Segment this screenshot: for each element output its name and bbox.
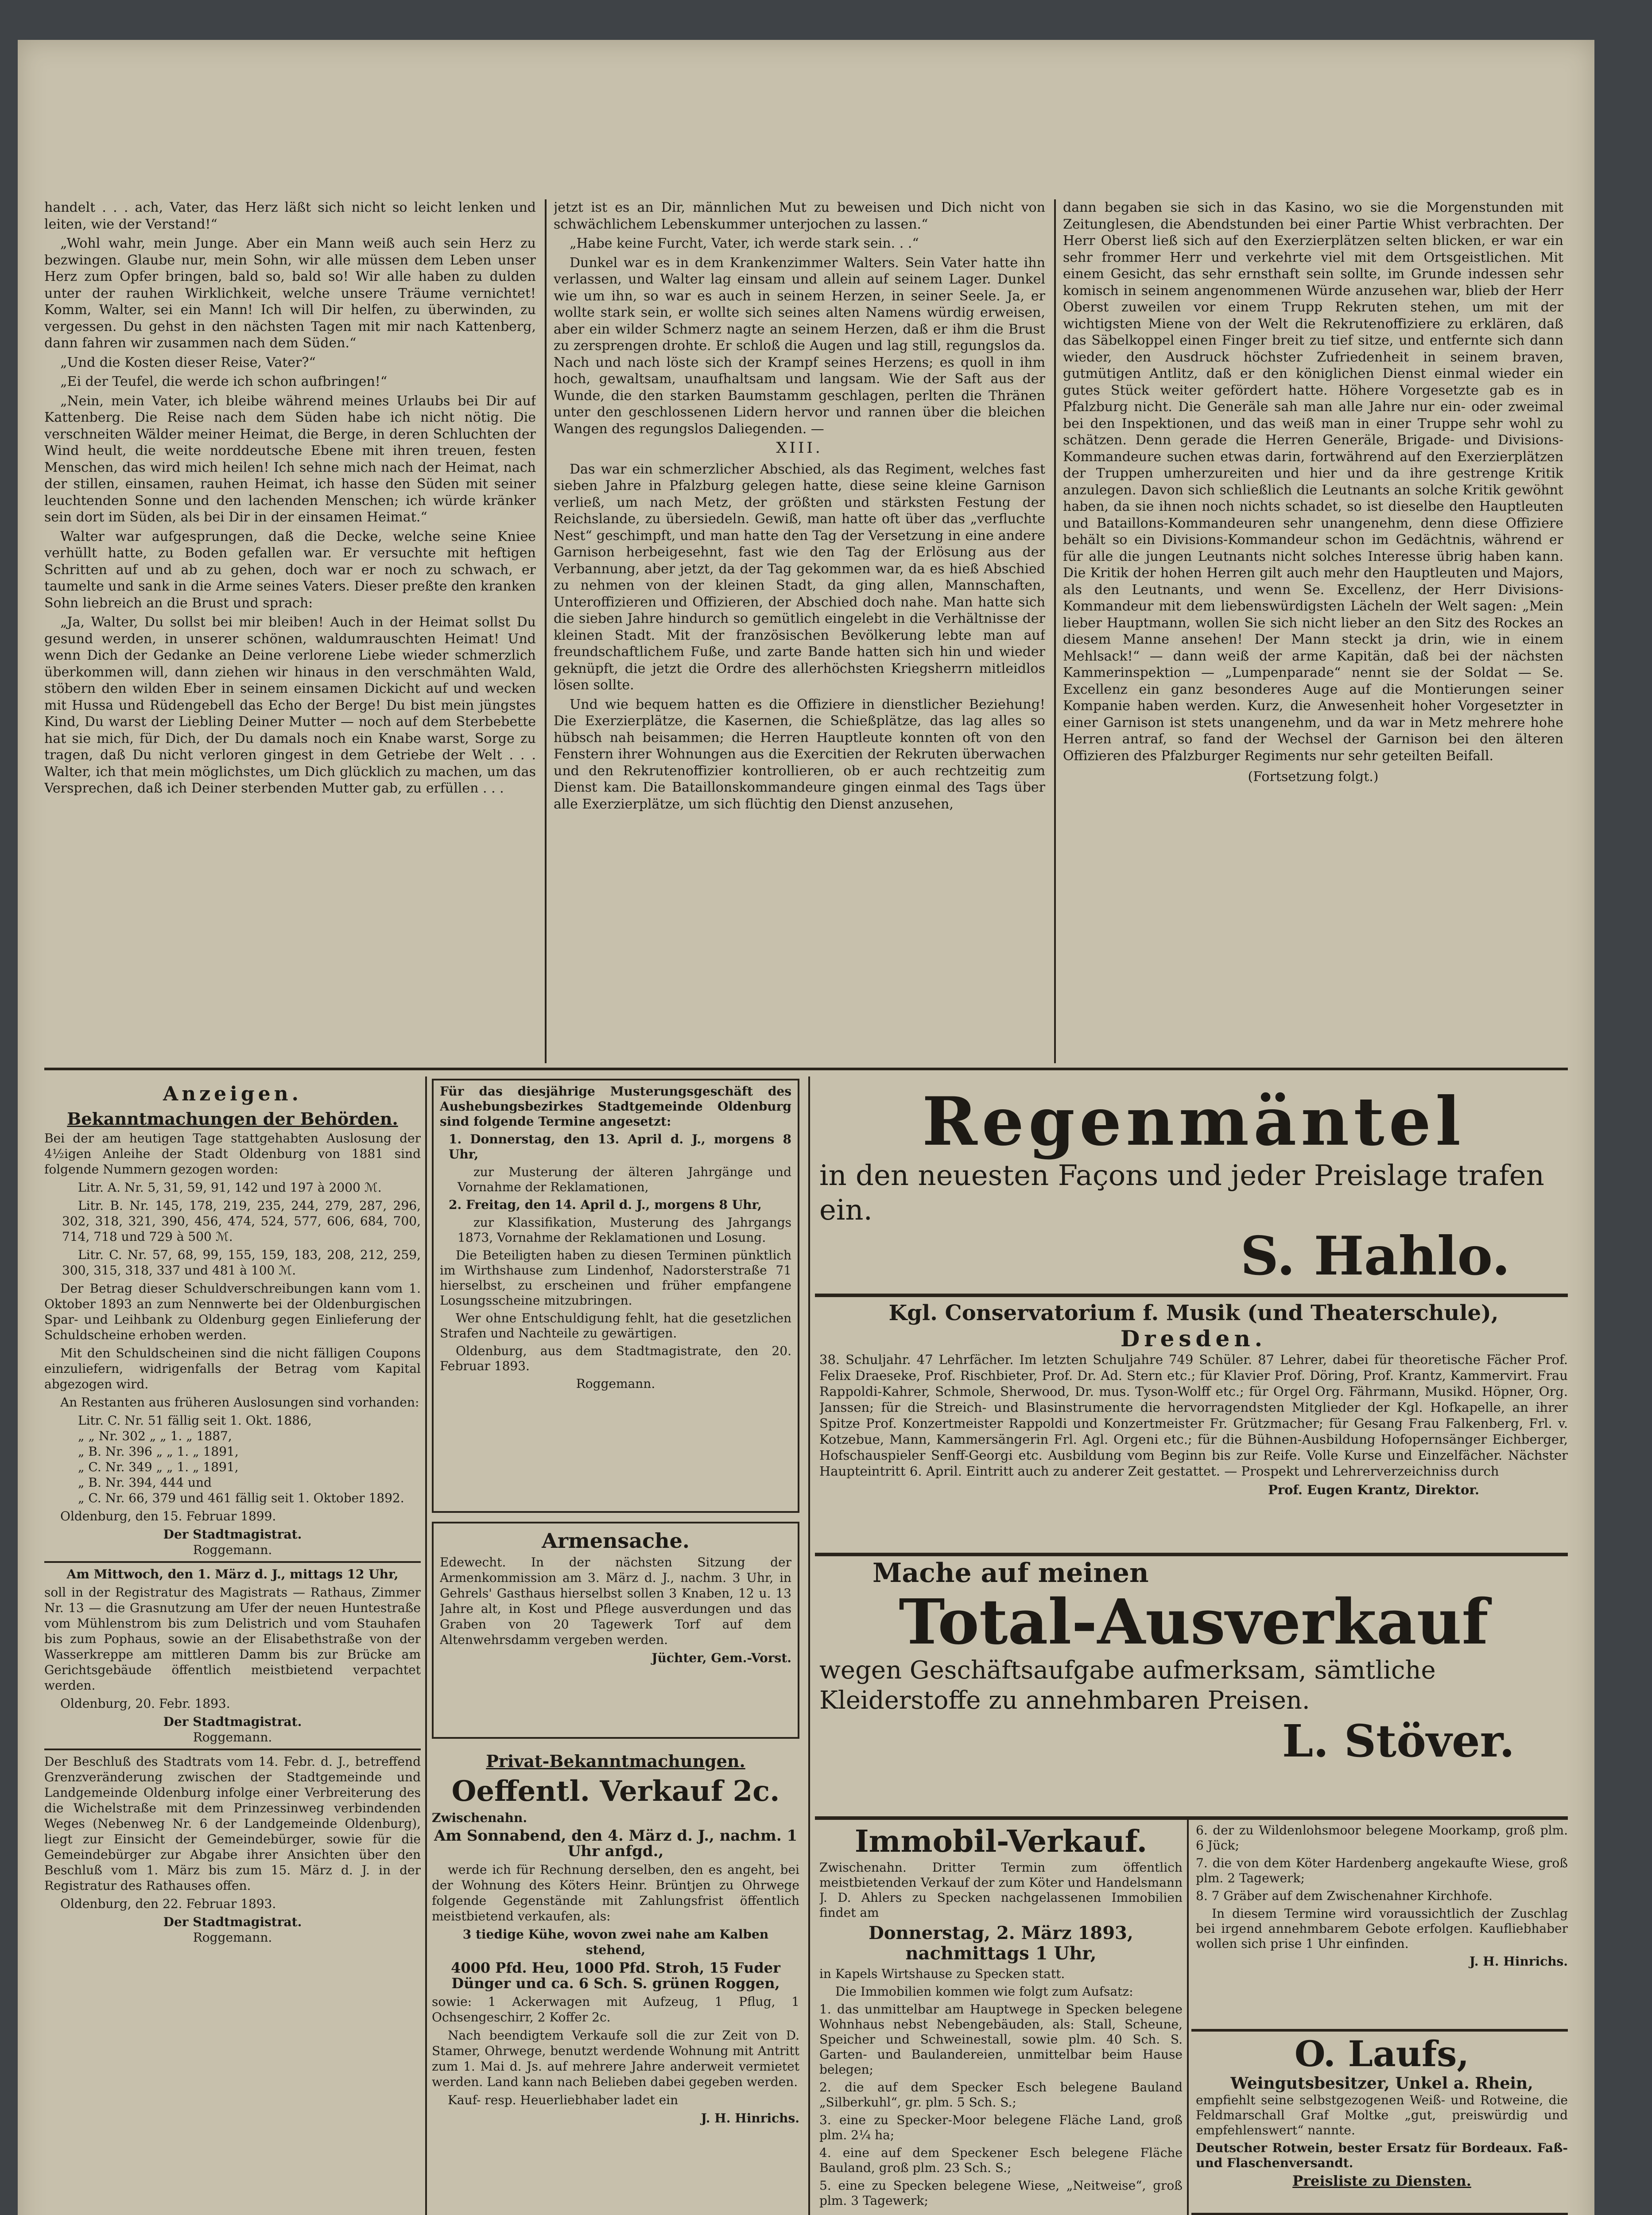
conservatorium-ad: [819, 1300, 1568, 1548]
ad-text: Kauf- resp. Heuerliebhaber ladet ein: [448, 2093, 679, 2107]
ad-title: Kgl. Conservatorium f. Musik (und Theaterschule),: [888, 1301, 1499, 1325]
ad-name: O. Laufs,: [1294, 2033, 1470, 2075]
notice-text: „ C. Nr. 66, 379 und 461 fällig seit 1. Oktober 1892.: [78, 1491, 404, 1505]
notice-text: Litr. C. Nr. 51 fällig seit 1. Okt. 1886,: [78, 1413, 312, 1428]
ad-subtitle: Weingutsbesitzer, Unkel a. Rhein,: [1230, 2074, 1533, 2093]
ad-list-item: 4. eine auf dem Speckener Esch belegene Fläche Bauland, groß plm. 23 Sch. S.;: [819, 2145, 1183, 2175]
story-paragraph: Dunkel war es in dem Krankenzimmer Walters. Sein Vater hatte ihn verlassen, und Walter lag einsam und allein auf seinem Lager. Dunkel wie um ihn, so war es auch in seinem Herzen, in seiner Seele. Ja, er wollte stark sein, er wollte sich seines alten Namens würdig erweisen, aber ein wilder Schmerz nagte an seinem Herzen, daß er ihm die Brust zu zersprengen drohte. Er schloß die Augen und lag still, regungslos da. Nach und nach löste sich der Krampf seines Herzens; es quoll in ihm hoch, gewaltsam, unaufhaltsam und langsam. Wie der Saft aus der Wunde, die den starken Baumstamm geschlagen, perlten die Thränen unter den geschlossenen Lidern hervor und rannen über die bleichen Wangen des regungslos Daliegenden. —: [554, 255, 1045, 437]
signature: Der Stadtmagistrat.: [163, 1714, 302, 1729]
ad-list-item: 3. eine zu Specker-Moor belegene Fläche Land, groß plm. 2¼ ha;: [819, 2113, 1183, 2142]
notice-text: „ B. Nr. 394, 444 und: [78, 1475, 212, 1490]
immobil-ad-continued: [1196, 1823, 1568, 2027]
ads-heading: Anzeigen.: [163, 1083, 302, 1105]
notice-text: „ „ Nr. 302 „ „ 1. „ 1887,: [78, 1429, 232, 1443]
ad-text: 38. Schuljahr. 47 Lehrfächer. Im letzten Schuljahre 749 Schüler. 87 Lehrer, dabei für theoretische Fächer Prof. Felix Draeseke, Prof. Rischbieter, Prof. Dr. Ad. Stern etc.; für Klavier Prof. Döring, Prof. Krantz, Kammervirt. Frau Rappoldi-Kahrer, Schmole, Sherwood, Dr. mus. Tyson-Wolff etc.; für Orgel Org. Fährmann, Musikd. Höpner, Org. Janssen; für die Streich- und Blasinstrumente die hervorragendsten Mitglieder der Kgl. Hofkapelle, an ihrer Spitze Prof. Konzertmeister Rappoldi und Konzertmeister Fr. Grützmacher; für Gesang Frau Falkenberg, Frl. v. Kotzebue, Mann, Kammersängerin Frl. Agl. Orgeni etc.; für die Bühnen-Ausbildung Hofopernsänger Eichberger, Hofschauspieler Senff-Georgi etc. Ausbildung vom Beginn bis zur Reife. Volle Kurse und Einzelfächer. Nächster Haupteintritt 6. April. Eintritt auch zu anderer Zeit gestattet. — Prospekt und Lehrerverzeichniss durch: [819, 1352, 1568, 1479]
notice-text: Litr. C. Nr. 57, 68, 99, 155, 159, 183, 208, 212, 259, 300, 315, 318, 337 und 481 à 100 ℳ.: [62, 1247, 421, 1278]
signature: J. H. Hinrichs.: [701, 2111, 799, 2126]
ad-title: Total-Ausverkauf: [899, 1586, 1489, 1659]
private-ads: [432, 1750, 799, 2215]
story-paragraph: „Wohl wahr, mein Junge. Aber ein Mann weiß auch sein Herz zu bezwingen. Glaube nur, mein Sohn, wir alle müssen dem Leben unser Herz zum Opfer bringen, bald so, bald so! Wir alle haben zu dulden unter der rauhen Wirklichkeit, welche unsere Träume vernichtet! Komm, Walter, sei ein Mann! Ich will Dir helfen, zu überwinden, zu vergessen. Du gehst in den nächsten Tagen mit mir nach Kattenberg, dann fahren wir zusammen nach dem Süden.“: [44, 236, 536, 351]
ad-text: in Kapels Wirtshause zu Specken statt.: [819, 1966, 1065, 1981]
ad-text: werde ich für Rechnung derselben, den es angeht, bei der Wohnung des Köters Heinr. Brüntjen zu Ohrwege folgende Gegenstände mit Zahlungsfrist öffentlich meistbietend verkaufen, als:: [432, 1862, 799, 1924]
ad-city: Dresden.: [1120, 1325, 1267, 1352]
signature: Prof. Eugen Krantz, Direktor.: [1268, 1482, 1479, 1497]
ad-text: Zwischenahn. Dritter Termin zum öffentlich meistbietenden Verkauf der zum Köter und Handelsmann J. D. Ahlers zu Specken nachgelassenen Immobilien findet am: [819, 1860, 1183, 1920]
ad-text: Edewecht. In der nächsten Sitzung der Armenkommission am 3. März d. J., nachm. 3 Uhr, in Gehrels' Gasthaus hierselbst sollen 3 Knaben, 12 u. 13 Jahre alt, in Kost und Pflege ausverdungen und das Graben von 20 Tagewerk Torf auf dem Altenwehrsdamm vergeben werden.: [440, 1555, 791, 1647]
story-paragraph: dann begaben sie sich in das Kasino, wo sie die Morgenstunden mit Zeitunglesen, die Abendstunden bei einer Partie Whist verbrachten. Der Herr Oberst ließ sich auf den Exerzierplätzen selten blicken, er war ein sehr frommer Herr und verkehrte viel mit dem Ortsgeistlichen. Mit einem Gesicht, das sehr ernsthaft sein sollte, im Grunde indessen sehr komisch in seinem angenommenen Würde anzusehen war, blieb der Herr Oberst zuweilen vor einem Trupp Rekruten stehen, um mit der wichtigsten Miene von der Welt die Rekrutenoffiziere zu erklären, daß das Säbelkoppel einen Finger breit zu tief sitze, und entfernte sich dann wieder, den Ausdruck höchster Zufriedenheit in seinem braven, gutmütigen Antlitz, daß er den königlichen Dienst einmal wieder ein gutes Stück weiter gefördert hatte. Höhere Vorgesetzte gab es in Pfalzburg nicht. Die Generäle sah man alle Jahre nur ein- oder zweimal bei den Inspektionen, und das weiß man in einer Truppe sehr wohl zu schätzen. Denn gerade die Herren Generäle, Brigade- und Divisions-Kommandeure suchen etwas darin, fortwährend auf den Exerzierplätzen der Truppen umherzureiten und hier und da ihre gestrenge Kritik anzulegen. Davon sich schließlich die Leutnants an solche Kritik gewöhnt haben, da sie ihnen noch nichts schadet, so ist dieselbe den Hauptleuten und Bataillons-Kommandeuren sehr unangenehm, denn diese Offiziere behält so ein Divisions-Kommandeur schon im Gedächtnis, während er für alle die jungen Leutnants nicht solches Interesse übrig haben kann. Die Kritik der hohen Herren gilt auch mehr den Hauptleuten und Majors, als den Leutnants, und wenn Se. Excellenz, der Herr Divisions-Kommandeur mit dem liebenswürdigsten Lächeln der Welt sagen: „Mein lieber Hauptmann, wollen Sie sich nicht lieber an den Sitz des Rockes an diesem Manne ansehen! Der Mann steckt ja drin, wie in einem Mehlsack!“ — dann weiß der arme Kapitän, daß bei der nächsten Kammerinspektion — „Lumpenparade“ nennt sie der Soldat — Se. Excellenz ein ganz besonderes Auge auf die Montierungen seiner Kompanie haben werden. Kurz, die Anwesenheit hoher Vorgesetzter in einer Garnison ist stets unangenehm, und da war in Metz mehrere hohe Herren antraf, so fand der Wechsel der Garnison bei den älteren Offizieren des Pfalzburger Regiments nur sehr geteilten Beifall.: [1063, 200, 1563, 764]
armensache-ad: [432, 1522, 799, 1739]
column-rule: [425, 1076, 427, 2215]
story-paragraph: „Und die Kosten dieser Reise, Vater?“: [60, 354, 316, 370]
ad-date: Am Sonnabend, den 4. März d. J., nachm. 1 Uhr anfgd.,: [434, 1827, 798, 1860]
notice-heading: Am Mittwoch, den 1. März d. J., mittags 12 Uhr,: [66, 1567, 399, 1582]
ad-list-item: 1. das unmittelbar am Hauptwege in Specken belegene Wohnhaus nebst Nebengebäuden, als: Stall, Scheune, Speicher und Schweinestall, sowie plm. 40 Sch. S. Garten- und Baulandereien, unmittelbar beim Hause belegen;: [819, 2002, 1183, 2077]
notice-text: Der Betrag dieser Schuldverschreibungen kann vom 1. Oktober 1893 an zum Nennwerte bei der Oldenburgischen Spar- und Leihbank zu Oldenburg gegen Einlieferung der Schuldscheine erhoben werden.: [44, 1281, 421, 1342]
notice-text: Litr. B. Nr. 145, 178, 219, 235, 244, 279, 287, 296, 302, 318, 321, 390, 456, 474, 524, 577, 606, 684, 700, 714, 718 und 729 à 500 ℳ.: [62, 1198, 421, 1244]
ad-text: Für das diesjährige Musterungsgeschäft des Aushebungsbezirkes Stadtgemeinde Oldenburg sind folgende Termine angesetzt:: [440, 1084, 791, 1129]
ad-title: Armensache.: [542, 1529, 690, 1553]
signature-name: Roggemann.: [576, 1376, 655, 1391]
ad-name: S. Hahlo.: [1240, 1225, 1510, 1287]
story-paragraph: „Ja, Walter, Du sollst bei mir bleiben! Auch in der Heimat sollst Du gesund werden, in unserer schönen, waldumrauschten Heimat! Und wenn Dich der Gedanke an Deine verlorene Liebe wieder schmerzlich überkommen will, dann ziehen wir hinaus in den verschmähten Wald, stöbern den wilden Eber in seinem einsamen Dickicht auf und wecken mit Hussa und Rüdengebell das Echo der Berge! Du bist mein jüngstes Kind, Du warst der Liebling Deiner Mutter — noch auf dem Sterbebette hat sie mich, für Dich, der Du damals noch ein Knabe warst, Sorge zu tragen, daß Du nicht verloren gingest in dem Getriebe der Welt . . . Walter, ich that mein möglichstes, um Dich glücklich zu machen, um das Versprechen, daß ich Deiner sterbenden Mutter gab, zu erfüllen . . .: [44, 614, 536, 796]
regenmaentel-ad: [819, 1085, 1568, 1289]
notice-text: Mit den Schuldscheinen sind die nicht fälligen Coupons einzuliefern, widrigenfalls der Betrag vom Kapital abgezogen wird.: [44, 1346, 421, 1391]
ads-column-1: [44, 1081, 421, 2215]
notice-text: „ C. Nr. 349 „ „ 1. „ 1891,: [78, 1460, 239, 1474]
ad-text: Die Immobilien kommen wie folgt zum Aufsatz:: [835, 1984, 1133, 1999]
ad-text: Mache auf meinen: [873, 1558, 1149, 1589]
ad-text: Die Beteiligten haben zu diesen Terminen pünktlich im Wirthshause zum Lindenhof, Nadorsterstraße 71 hierselbst, zu erscheinen und früher empfangene Losungsscheine mitzubringen.: [440, 1248, 791, 1308]
ad-text: zur Musterung der älteren Jahrgänge und Vornahme der Reklamationen,: [458, 1165, 791, 1194]
story-paragraph: „Habe keine Furcht, Vater, ich werde stark sein. . .“: [570, 236, 919, 251]
column-rule: [1187, 1819, 1189, 2215]
signature: Jüchter, Gem.-Vorst.: [651, 1651, 791, 1665]
ad-text: wegen Geschäftsaufgabe aufmerksam, sämtliche Kleiderstoffe zu annehmbaren Preisen.: [819, 1656, 1436, 1715]
notice-text: An Restanten aus früheren Auslosungen sind vorhanden:: [60, 1395, 419, 1410]
column-rule: [545, 199, 547, 1063]
ad-date: 2. Freitag, den 14. April d. J., morgens 8 Uhr,: [449, 1197, 762, 1212]
story-paragraph: „Ei der Teufel, die werde ich schon aufbringen!“: [60, 374, 388, 389]
story-paragraph: jetzt ist es an Dir, männlichen Mut zu beweisen und Dich nicht von schwächlichem Lebenskummer unterjochen zu lassen.“: [554, 200, 1045, 232]
continuation-note: (Fortsetzung folgt.): [1248, 769, 1379, 785]
story-paragraph: Und wie bequem hatten es die Offiziere in dienstlicher Beziehung! Die Exerzierplätze, die Kasernen, die Schießplätze, das lag alles so hübsch nah beisammen; die Herren Hauptleute konnten oft von den Fenstern ihrer Wohnungen aus die Exercitien der Rekruten überwachen und den Rekrutenoffizier kontrollieren, ob er auch rechtzeitig zum Dienst kam. Die Bataillonskommandeure gingen einmal des Tags über alle Exerzierplätze, um sich flüchtig den Dienst anzusehen,: [554, 696, 1045, 812]
ad-list-item: 6. der zu Wildenlohsmoor belegene Moorkamp, groß plm. 6 Jück;: [1196, 1823, 1568, 1853]
divider: [44, 1561, 421, 1563]
divider: [815, 1294, 1568, 1297]
ad-text: Nach beendigtem Verkaufe soll die zur Zeit von D. Stamer, Ohrwege, benutzt werdende Wohnung mit Antritt zum 1. Mai d. Js. auf mehrere Jahre anderweit vermietet werden. Land kann nach Belieben dabei gegeben werden.: [432, 2028, 799, 2089]
signature-name: Roggemann.: [193, 1730, 272, 1745]
ad-name: L. Stöver.: [1282, 1715, 1515, 1767]
column-rule: [808, 1076, 810, 2215]
story-paragraph: „Nein, mein Vater, ich bleibe während meines Urlaubs bei Dir auf Kattenberg. Die Reise nach dem Süden habe ich nicht nötig. Die verschneiten Wälder meiner Heimat, die Berge, in deren Schluchten der Wind heult, die weite norddeutsche Ebene mit ihren treuen, festen Menschen, das wird mich heilen! Ich sehne mich nach der Heimat, nach der stillen, einsamen, rauhen Heimat, ich hasse den Süden mit seiner leuchtenden Sonne und den lachenden Menschen; ich würde kränker sein dort im Süden, als bei Dir in der einsamen Heimat.“: [44, 393, 536, 525]
ad-date: Donnerstag, 2. März 1893, nachmittags 1 Uhr,: [869, 1923, 1133, 1964]
story-paragraph: Das war ein schmerzlicher Abschied, als das Regiment, welches fast sieben Jahre in Pfalzburg gelegen hatte, diese seine kleine Garnison verließ, um nach Metz, der größten und stärksten Festung der Reichslande, zu übersiedeln. Gewiß, man hatte oft über das „verfluchte Nest“ geschimpft, und man hatte den Tag der Versetzung in eine andere Garnison herbeigesehnt, fast wie den Tag der Erlösung aus der Verbannung, aber jetzt, da der Tag gekommen war, da es hieß Abschied zu nehmen von der kleinen Stadt, da ging allen, Mannschaften, Unteroffizieren und Offizieren, der Abschied doch nahe. Man hatte sich die sieben Jahre hindurch so gemütlich eingelebt in die Verhältnisse der kleinen Stadt. Mit der französischen Bevölkerung lebte man auf freundschaftlichem Fuße, und zarte Bande hatten sich hin und wieder geknüpft, die jetzt die Ordre des allerhöchsten Kriegsherrn mitleidlos lösen sollte.: [554, 461, 1045, 693]
ad-text: Deutscher Rotwein, bester Ersatz für Bordeaux. Faß- und Flaschenversandt.: [1196, 2141, 1568, 2170]
divider: [815, 1816, 1568, 1820]
story-column-1: [44, 199, 536, 1059]
divider: [1191, 2213, 1568, 2215]
notice-text: Bei der am heutigen Tage stattgehabten Auslosung der 4½igen Anleihe der Stadt Oldenburg von 1881 sind folgende Nummern gezogen worden:: [44, 1131, 421, 1177]
story-column-2: [554, 199, 1045, 1059]
private-heading: Privat-Bekanntmachungen.: [486, 1751, 745, 1771]
immobil-ad: [819, 1823, 1183, 2215]
story-paragraph: Walter war aufgesprungen, daß die Decke, welche seine Kniee verhüllt hatte, zu Boden gefallen war. Er versuchte mit heftigen Schritten auf und ab zu gehen, doch war er noch zu schwach, er taumelte und sank in die Arme seines Vaters. Dieser preßte den kranken Sohn liebreich an die Brust und sprach:: [44, 528, 536, 611]
divider: [1191, 2029, 1568, 2032]
laufs-ad: [1196, 2033, 1568, 2211]
ad-title: Oeffentl. Verkauf 2c.: [451, 1775, 780, 1808]
notice-date: Oldenburg, den 22. Februar 1893.: [60, 1896, 276, 1911]
signature-name: Roggemann.: [193, 1930, 272, 1945]
ad-text: empfiehlt seine selbstgezogenen Weiß- und Rotweine, die Feldmarschall Graf Moltke „gut, preiswürdig und empfehlenswert“ nannte.: [1196, 2093, 1568, 2137]
story-paragraph: handelt . . . ach, Vater, das Herz läßt sich nicht so leicht lenken und leiten, wie der Verstand!“: [44, 200, 536, 232]
signature: J. H. Hinrichs.: [1469, 1954, 1568, 1969]
section-rule: [44, 1068, 1568, 1070]
signature: Der Stadtmagistrat.: [163, 1915, 302, 1929]
ad-text: In diesem Termine wird voraussichtlich der Zuschlag bei irgend annehmbarem Gebote erfolgen. Kaufliebhaber wollen sich prise 1 Uhr einfinden.: [1196, 1906, 1568, 1951]
ad-date: 1. Donnerstag, den 13. April d. J., morgens 8 Uhr,: [449, 1132, 791, 1162]
ad-item: 3 tiedige Kühe, wovon zwei nahe am Kalben stehend,: [462, 1927, 769, 1957]
column-rule: [1054, 199, 1056, 1063]
musterung-ad: [432, 1079, 799, 1513]
ad-text: Oldenburg, aus dem Stadtmagistrate, den 20. Februar 1893.: [440, 1344, 791, 1373]
ad-item: 4000 Pfd. Heu, 1000 Pfd. Stroh, 15 Fuder Dünger und ca. 6 Sch. S. grünen Roggen,: [451, 1959, 780, 1992]
ad-list-item: 2. die auf dem Specker Esch belegene Bauland „Silberkuhl“, gr. plm. 5 Sch. S.;: [819, 2080, 1183, 2110]
signature-name: Roggemann.: [193, 1543, 272, 1557]
notice-text: „ B. Nr. 396 „ „ 1. „ 1891,: [78, 1444, 239, 1459]
ausverkauf-ad: [819, 1557, 1568, 1814]
ad-text: zur Klassifikation, Musterung des Jahrgangs 1873, Vornahme der Reklamationen und Losung.: [458, 1215, 791, 1245]
ad-text: sowie: 1 Ackerwagen mit Aufzeug, 1 Pflug, 1 Ochsengeschirr, 2 Koffer 2c.: [432, 1994, 799, 2025]
divider: [44, 1749, 421, 1750]
signature: Der Stadtmagistrat.: [163, 1527, 302, 1542]
ad-list-item: 7. die von dem Köter Hardenberg angekaufte Wiese, groß plm. 2 Tagewerk;: [1196, 1856, 1568, 1885]
notice-date: Oldenburg, 20. Febr. 1893.: [60, 1696, 230, 1711]
ad-text: Wer ohne Entschuldigung fehlt, hat die gesetzlichen Strafen und Nachteile zu gewärtigen.: [440, 1311, 791, 1341]
divider: [815, 1553, 1568, 1556]
story-column-3: [1063, 199, 1563, 1059]
ad-list-item: 5. eine zu Specken belegene Wiese, „Neitweise“, groß plm. 3 Tagewerk;: [819, 2178, 1183, 2208]
ad-place: Zwischenahn.: [432, 1811, 527, 1825]
notice-date: Oldenburg, den 15. Februar 1899.: [60, 1509, 276, 1523]
notice-text: Der Beschluß des Stadtrats vom 14. Febr. d. J., betreffend Grenzveränderung zwischen der Stadtgemeinde und Landgemeinde Oldenburg infolge einer Verbreiterung des die Wichelstraße mit dem Prinzessinweg verbindenden Weges (Nebenweg Nr. 6 der Landgemeinde Oldenburg), liegt zur Einsicht der Gemeindebürger, sowie für die Gemeindebürger zur Abgabe ihrer Ansichten über den Beschluß vom 1. März bis zum 15. März d. J. in der Registratur des Rathauses offen.: [44, 1754, 421, 1893]
ad-title: Immobil-Verkauf.: [854, 1824, 1148, 1859]
ad-title: Regenmäntel: [922, 1085, 1466, 1161]
chapter-number: XIII.: [776, 439, 823, 457]
notice-text: soll in der Registratur des Magistrats — Rathaus, Zimmer Nr. 13 — die Grasnutzung am Ufer der neuen Huntestraße vom Mühlenstrom bis zum Delistrich und vom Stauhafen bis zum Pophaus, sowie an der Elisabethstraße von der Wasserkreppe am mittleren Damm bis zur Brücke am Gerichtsgebäude öffentlich meistbietend verpachtet werden.: [44, 1585, 421, 1693]
authority-heading: Bekanntmachungen der Behörden.: [67, 1109, 398, 1129]
notice-text: Litr. A. Nr. 5, 31, 59, 91, 142 und 197 à 2000 ℳ.: [78, 1180, 382, 1195]
newspaper-page: [18, 40, 1594, 2215]
ad-text: Preisliste zu Diensten.: [1292, 2172, 1471, 2189]
ad-text: in den neuesten Façons und jeder Preislage trafen ein.: [819, 1159, 1544, 1227]
ad-list-item: 8. 7 Gräber auf dem Zwischenahner Kirchhofe.: [1196, 1889, 1493, 1903]
